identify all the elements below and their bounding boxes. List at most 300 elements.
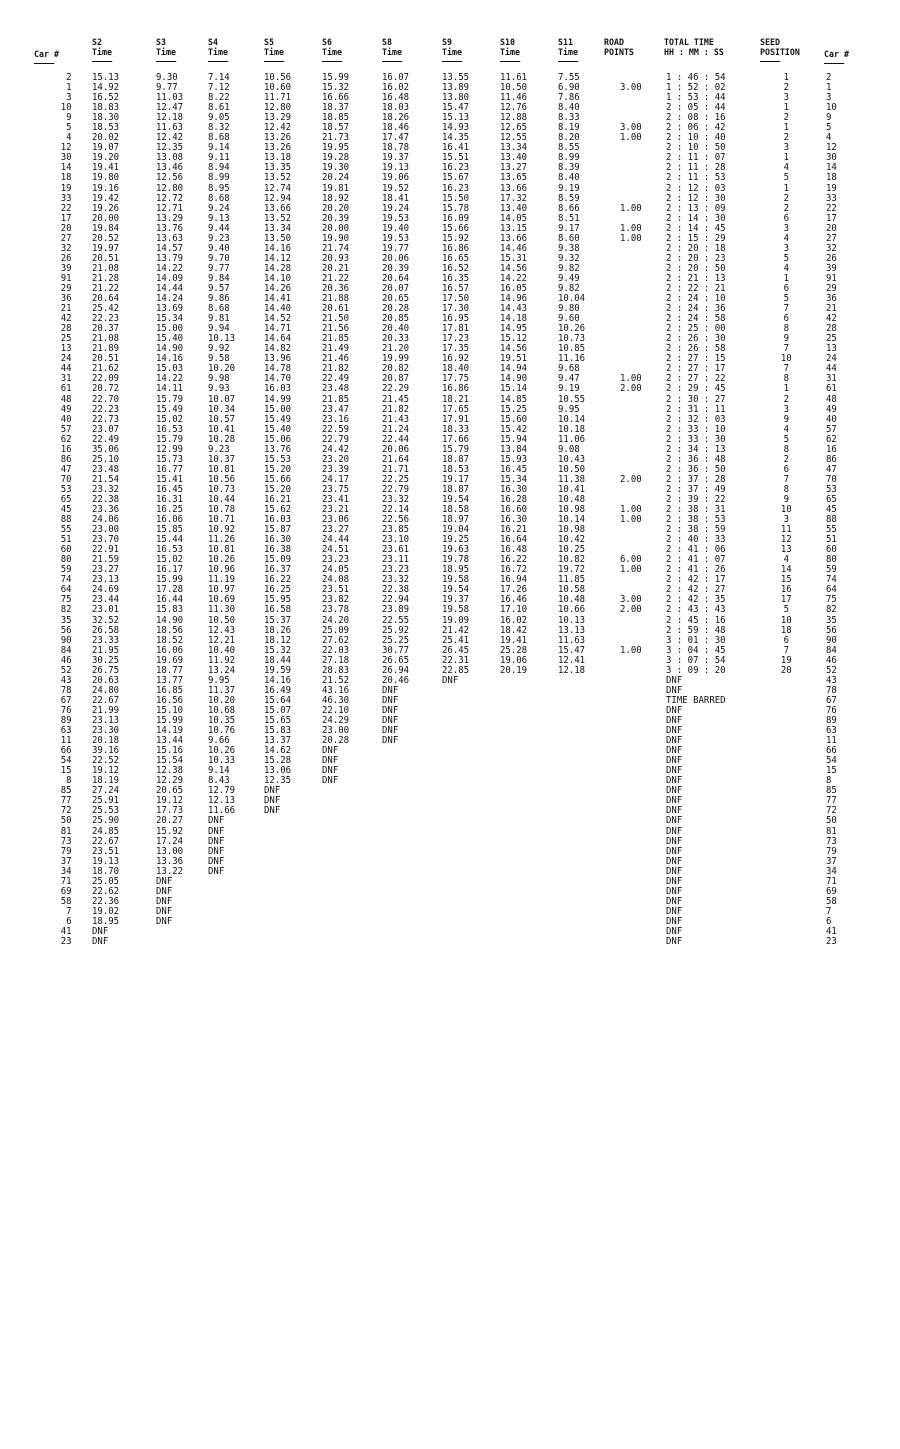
s5-time-cell: 13.50 bbox=[264, 232, 292, 244]
s9-time-cell: 13.89 bbox=[442, 82, 470, 94]
s2-time-cell: 26.58 bbox=[92, 624, 120, 636]
s11-time-cell: 8.55 bbox=[558, 142, 580, 154]
s5-time-cell: 12.42 bbox=[264, 122, 292, 134]
s11-time-cell: 10.82 bbox=[558, 554, 586, 566]
s9-time-cell: 19.17 bbox=[442, 473, 470, 485]
s11-time-cell: 7.55 bbox=[558, 72, 580, 83]
s11-time-cell: 9.32 bbox=[558, 252, 580, 264]
s10-time-cell: 12.76 bbox=[500, 102, 528, 114]
s6-time-cell: 21.74 bbox=[322, 242, 350, 254]
s10-time-cell: 14.85 bbox=[500, 393, 528, 405]
s5-time-cell: DNF bbox=[264, 795, 281, 807]
total-time-cell: 2 : 41 : 06 bbox=[666, 544, 726, 556]
road-points-cell: 1.00 bbox=[620, 514, 642, 526]
car-number-right-cell: 16 bbox=[826, 443, 837, 455]
total-time-cell: 1 : 46 : 54 bbox=[666, 72, 726, 83]
s11-time-cell: 11.16 bbox=[558, 353, 586, 365]
s5-time-cell: 14.10 bbox=[264, 272, 292, 284]
s8-time-cell: 21.64 bbox=[382, 453, 410, 465]
s9-time-cell: 16.23 bbox=[442, 182, 470, 194]
s3-time-cell: 16.85 bbox=[156, 684, 184, 696]
s11-time-cell: 6.90 bbox=[558, 82, 580, 94]
table-row bbox=[28, 907, 870, 917]
s5-time-cell: 14.16 bbox=[264, 674, 292, 686]
car-number-right-cell: 39 bbox=[826, 262, 837, 274]
s2-time-cell: DNF bbox=[92, 936, 109, 948]
s9-time-cell: 22.31 bbox=[442, 654, 470, 666]
car-number-cell: 29 bbox=[60, 282, 72, 294]
car-number-cell: 18 bbox=[60, 172, 72, 184]
s10-time-cell: 17.10 bbox=[500, 604, 528, 616]
header-car-number-right bbox=[824, 50, 849, 64]
s2-time-cell: 21.28 bbox=[92, 272, 120, 284]
total-time-cell: 2 : 13 : 09 bbox=[666, 202, 726, 214]
s11-time-cell: 8.40 bbox=[558, 172, 580, 184]
s8-time-cell: 23.85 bbox=[382, 524, 410, 536]
s6-time-cell: 24.17 bbox=[322, 473, 350, 485]
seed-position-cell: 8 bbox=[783, 443, 790, 455]
seed-position-cell: 10 bbox=[780, 614, 792, 626]
s3-time-cell: DNF bbox=[156, 915, 173, 927]
total-time-cell: 2 : 42 : 17 bbox=[666, 574, 726, 586]
s3-time-cell: 15.00 bbox=[156, 323, 184, 335]
s4-time-cell: 10.35 bbox=[208, 715, 236, 726]
car-number-cell: 54 bbox=[60, 755, 72, 767]
s10-time-cell: 10.50 bbox=[500, 82, 528, 94]
car-number-right-cell: 25 bbox=[826, 333, 837, 345]
seed-position-cell: 6 bbox=[783, 634, 790, 646]
total-time-cell: DNF bbox=[666, 845, 683, 857]
s4-time-cell: 10.28 bbox=[208, 433, 236, 445]
s10-time-cell: 13.34 bbox=[500, 142, 528, 154]
s2-time-cell: 26.75 bbox=[92, 664, 120, 676]
s4-time-cell: 9.93 bbox=[208, 383, 230, 395]
total-time-cell: 2 : 42 : 35 bbox=[666, 594, 726, 606]
total-time-cell: 2 : 24 : 36 bbox=[666, 303, 726, 315]
s6-time-cell: 23.48 bbox=[322, 383, 350, 395]
s6-time-cell: 24.05 bbox=[322, 564, 350, 576]
car-number-cell: 27 bbox=[60, 232, 72, 244]
total-time-cell: DNF bbox=[666, 704, 683, 716]
s4-time-cell: 10.97 bbox=[208, 584, 236, 596]
header-s8-time bbox=[382, 38, 402, 62]
road-points-cell: 2.00 bbox=[620, 383, 642, 395]
car-number-cell: 9 bbox=[66, 112, 72, 124]
s4-time-cell: 12.43 bbox=[208, 624, 236, 636]
s2-time-cell: 18.83 bbox=[92, 102, 120, 114]
header-underline bbox=[264, 61, 284, 62]
s3-time-cell: 20.65 bbox=[156, 785, 184, 797]
s4-time-cell: 9.24 bbox=[208, 202, 230, 214]
s4-time-cell: 10.40 bbox=[208, 644, 236, 656]
car-number-right-cell: 54 bbox=[826, 755, 837, 767]
s8-time-cell: 20.40 bbox=[382, 323, 410, 335]
s6-time-cell: 21.49 bbox=[322, 343, 350, 355]
s3-time-cell: 9.77 bbox=[156, 82, 178, 94]
s11-time-cell: 10.85 bbox=[558, 343, 586, 355]
seed-position-cell: 9 bbox=[783, 333, 790, 345]
table-row bbox=[28, 756, 870, 766]
s6-time-cell: 20.93 bbox=[322, 252, 350, 264]
s3-time-cell: 12.72 bbox=[156, 192, 184, 204]
s6-time-cell: DNF bbox=[322, 775, 339, 787]
s4-time-cell: 10.26 bbox=[208, 554, 236, 566]
total-time-cell: DNF bbox=[666, 805, 683, 817]
s2-time-cell: 20.64 bbox=[92, 293, 120, 305]
car-number-right-cell: 4 bbox=[826, 132, 832, 144]
total-time-cell: 2 : 37 : 49 bbox=[666, 483, 726, 495]
s9-time-cell: 18.87 bbox=[442, 483, 470, 495]
car-number-right-cell: 22 bbox=[826, 202, 837, 214]
car-number-right-cell: 17 bbox=[826, 212, 837, 224]
car-number-right-cell: 23 bbox=[826, 936, 837, 948]
car-number-right-cell: 71 bbox=[826, 875, 837, 887]
s10-time-cell: 15.14 bbox=[500, 383, 528, 395]
seed-position-cell: 4 bbox=[783, 162, 790, 174]
s6-time-cell: 21.52 bbox=[322, 674, 350, 686]
s10-time-cell: 14.05 bbox=[500, 212, 528, 224]
car-number-right-cell: 82 bbox=[826, 604, 837, 616]
s3-time-cell: 16.06 bbox=[156, 514, 184, 526]
car-number-right-cell: 28 bbox=[826, 323, 837, 335]
s8-time-cell: 16.07 bbox=[382, 72, 410, 83]
car-number-right-cell: 72 bbox=[826, 805, 837, 817]
s2-time-cell: 20.72 bbox=[92, 383, 120, 395]
car-number-right-cell: 34 bbox=[826, 865, 837, 877]
s4-time-cell: 10.78 bbox=[208, 504, 236, 516]
s5-time-cell: 15.87 bbox=[264, 524, 292, 536]
header-seed-position bbox=[760, 38, 800, 62]
total-time-cell: 2 : 26 : 58 bbox=[666, 343, 726, 355]
table-row bbox=[28, 927, 870, 937]
car-number-right-cell: 81 bbox=[826, 825, 837, 837]
s10-time-cell: 16.46 bbox=[500, 594, 528, 606]
total-time-cell: 3 : 01 : 30 bbox=[666, 634, 726, 646]
seed-position-cell: 1 bbox=[783, 383, 790, 395]
total-time-cell: 3 : 07 : 54 bbox=[666, 654, 726, 666]
s5-time-cell: 14.41 bbox=[264, 293, 292, 305]
s10-time-cell: 14.56 bbox=[500, 262, 528, 274]
s4-time-cell: 8.94 bbox=[208, 162, 230, 174]
car-number-right-cell: 56 bbox=[826, 624, 837, 636]
s8-time-cell: 22.56 bbox=[382, 514, 410, 526]
seed-position-cell: 5 bbox=[783, 252, 790, 264]
total-time-cell: 2 : 32 : 03 bbox=[666, 413, 726, 425]
s8-time-cell: 22.44 bbox=[382, 433, 410, 445]
s2-time-cell: 22.67 bbox=[92, 694, 120, 706]
car-number-cell: 48 bbox=[60, 393, 72, 405]
s8-time-cell: 18.78 bbox=[382, 142, 410, 154]
s6-time-cell: 46.30 bbox=[322, 694, 350, 706]
car-number-right-cell: 41 bbox=[826, 925, 837, 937]
s5-time-cell: 14.12 bbox=[264, 252, 292, 264]
s11-time-cell: 10.98 bbox=[558, 524, 586, 536]
s11-time-cell: 9.80 bbox=[558, 303, 580, 315]
s2-time-cell: 20.52 bbox=[92, 232, 120, 244]
s2-time-cell: 21.99 bbox=[92, 704, 120, 716]
car-number-right-cell: 12 bbox=[826, 142, 837, 154]
header-road-label: ROAD bbox=[604, 38, 624, 48]
s2-time-cell: 21.95 bbox=[92, 644, 120, 656]
s4-time-cell: 10.56 bbox=[208, 473, 236, 485]
car-number-right-cell: 58 bbox=[826, 895, 837, 907]
s5-time-cell: 12.74 bbox=[264, 182, 292, 194]
s6-time-cell: 23.06 bbox=[322, 514, 350, 526]
car-number-cell: 14 bbox=[60, 162, 72, 174]
car-number-right-cell: 36 bbox=[826, 293, 837, 305]
s11-time-cell: 7.86 bbox=[558, 92, 580, 104]
car-number-cell: 1 bbox=[66, 82, 72, 94]
seed-position-cell: 1 bbox=[783, 152, 790, 164]
header-s9-time-label: Time bbox=[442, 48, 462, 58]
s2-time-cell: 21.89 bbox=[92, 343, 120, 355]
s3-time-cell: 18.56 bbox=[156, 624, 184, 636]
s5-time-cell: 13.26 bbox=[264, 142, 292, 154]
seed-position-cell: 13 bbox=[780, 544, 792, 556]
s10-time-cell: 16.94 bbox=[500, 574, 528, 586]
s8-time-cell: 23.11 bbox=[382, 554, 410, 566]
s3-time-cell: 16.31 bbox=[156, 493, 184, 505]
s2-time-cell: 27.24 bbox=[92, 785, 120, 797]
s9-time-cell: 19.09 bbox=[442, 614, 470, 626]
table-row bbox=[28, 937, 870, 947]
total-time-cell: 2 : 06 : 42 bbox=[666, 122, 726, 134]
car-number-cell: 76 bbox=[60, 704, 72, 716]
s10-time-cell: 14.96 bbox=[500, 293, 528, 305]
s2-time-cell: 23.13 bbox=[92, 574, 120, 586]
s3-time-cell: 15.02 bbox=[156, 413, 184, 425]
s9-time-cell: 16.86 bbox=[442, 383, 470, 395]
seed-position-cell: 2 bbox=[783, 393, 790, 405]
car-number-cell: 41 bbox=[60, 925, 72, 937]
s6-time-cell: 23.00 bbox=[322, 725, 350, 737]
s2-time-cell: 22.70 bbox=[92, 393, 120, 405]
header-s9-time bbox=[442, 38, 462, 62]
s8-time-cell: 23.32 bbox=[382, 574, 410, 586]
s9-time-cell: 17.66 bbox=[442, 433, 470, 445]
s3-time-cell: 12.35 bbox=[156, 142, 184, 154]
s8-time-cell: 19.40 bbox=[382, 222, 410, 234]
s10-time-cell: 13.27 bbox=[500, 162, 528, 174]
s5-time-cell: 10.56 bbox=[264, 72, 292, 83]
s3-time-cell: DNF bbox=[156, 895, 173, 907]
s5-time-cell: 15.37 bbox=[264, 614, 292, 626]
s4-time-cell: 11.19 bbox=[208, 574, 236, 586]
s5-time-cell: 16.21 bbox=[264, 493, 292, 505]
s5-time-cell: 15.62 bbox=[264, 504, 292, 516]
car-number-right-cell: 9 bbox=[826, 112, 832, 124]
s3-time-cell: 16.06 bbox=[156, 644, 184, 656]
s9-time-cell: 26.45 bbox=[442, 644, 470, 656]
s11-time-cell: 10.43 bbox=[558, 453, 586, 465]
s3-time-cell: 15.54 bbox=[156, 755, 184, 767]
s8-time-cell: 20.65 bbox=[382, 293, 410, 305]
car-number-cell: 60 bbox=[60, 544, 72, 556]
seed-position-cell: 2 bbox=[783, 192, 790, 204]
car-number-right-cell: 42 bbox=[826, 313, 837, 325]
seed-position-cell: 7 bbox=[783, 644, 790, 656]
s3-time-cell: 13.00 bbox=[156, 845, 184, 857]
s3-time-cell: 12.47 bbox=[156, 102, 184, 114]
s5-time-cell: 16.37 bbox=[264, 564, 292, 576]
s11-time-cell: 9.19 bbox=[558, 182, 580, 194]
s9-time-cell: 19.54 bbox=[442, 584, 470, 596]
s9-time-cell: 17.65 bbox=[442, 403, 470, 415]
total-time-cell: 2 : 05 : 44 bbox=[666, 102, 726, 114]
s4-time-cell: 11.30 bbox=[208, 604, 236, 616]
s5-time-cell: 13.96 bbox=[264, 353, 292, 365]
total-time-cell: DNF bbox=[666, 855, 683, 867]
car-number-right-cell: 89 bbox=[826, 715, 837, 726]
s5-time-cell: 16.25 bbox=[264, 584, 292, 596]
s10-time-cell: 16.72 bbox=[500, 564, 528, 576]
header-underline bbox=[92, 61, 112, 62]
s6-time-cell: 23.16 bbox=[322, 413, 350, 425]
car-number-cell: 20 bbox=[60, 222, 72, 234]
car-number-right-cell: 21 bbox=[826, 303, 837, 315]
s2-time-cell: 19.80 bbox=[92, 172, 120, 184]
s6-time-cell: 24.20 bbox=[322, 614, 350, 626]
s2-time-cell: 18.95 bbox=[92, 915, 120, 927]
car-number-cell: 53 bbox=[60, 483, 72, 495]
s3-time-cell: 15.02 bbox=[156, 554, 184, 566]
total-time-cell: 2 : 38 : 53 bbox=[666, 514, 726, 526]
total-time-cell: 2 : 41 : 26 bbox=[666, 564, 726, 576]
header-s10-time-label: Time bbox=[500, 48, 520, 58]
s5-time-cell: 14.82 bbox=[264, 343, 292, 355]
total-time-cell: 1 : 52 : 02 bbox=[666, 82, 726, 94]
s9-time-cell: 17.81 bbox=[442, 323, 470, 335]
s10-time-cell: 14.22 bbox=[500, 272, 528, 284]
seed-position-cell: 3 bbox=[783, 514, 790, 526]
s6-time-cell: 23.75 bbox=[322, 483, 350, 495]
s2-time-cell: 19.13 bbox=[92, 855, 120, 867]
s5-time-cell: 15.09 bbox=[264, 554, 292, 566]
s3-time-cell: 15.03 bbox=[156, 363, 184, 375]
total-time-cell: 2 : 38 : 31 bbox=[666, 504, 726, 516]
s4-time-cell: 8.95 bbox=[208, 182, 230, 194]
s11-time-cell: 8.99 bbox=[558, 152, 580, 164]
car-number-cell: 77 bbox=[60, 795, 72, 807]
s6-time-cell: 27.62 bbox=[322, 634, 350, 646]
car-number-right-cell: 74 bbox=[826, 574, 837, 586]
s6-time-cell: 21.88 bbox=[322, 293, 350, 305]
s9-time-cell: 25.41 bbox=[442, 634, 470, 646]
s10-time-cell: 19.51 bbox=[500, 353, 528, 365]
total-time-cell: DNF bbox=[666, 674, 683, 686]
s8-time-cell: 22.55 bbox=[382, 614, 410, 626]
s8-time-cell: 20.82 bbox=[382, 363, 410, 375]
s6-time-cell: 15.32 bbox=[322, 82, 350, 94]
s8-time-cell: 16.48 bbox=[382, 92, 410, 104]
s6-time-cell: 23.41 bbox=[322, 493, 350, 505]
s5-time-cell: 10.60 bbox=[264, 82, 292, 94]
s10-time-cell: 14.46 bbox=[500, 242, 528, 254]
s4-time-cell: 8.68 bbox=[208, 132, 230, 144]
s5-time-cell: 15.06 bbox=[264, 433, 292, 445]
car-number-right-cell: 11 bbox=[826, 735, 837, 747]
s11-time-cell: 19.72 bbox=[558, 564, 586, 576]
car-number-right-cell: 2 bbox=[826, 72, 832, 83]
seed-position-cell: 16 bbox=[780, 584, 792, 596]
s4-time-cell: 9.86 bbox=[208, 293, 230, 305]
seed-position-cell: 9 bbox=[783, 413, 790, 425]
s10-time-cell: 13.66 bbox=[500, 182, 528, 194]
s10-time-cell: 16.22 bbox=[500, 554, 528, 566]
s8-time-cell: 19.24 bbox=[382, 202, 410, 214]
header-underline bbox=[824, 63, 844, 64]
total-time-cell: 2 : 20 : 50 bbox=[666, 262, 726, 274]
s3-time-cell: 13.08 bbox=[156, 152, 184, 164]
s8-time-cell: 18.03 bbox=[382, 102, 410, 114]
car-number-cell: 40 bbox=[60, 413, 72, 425]
seed-position-cell: 8 bbox=[783, 323, 790, 335]
header-s3-time bbox=[156, 38, 176, 62]
header-s2-label: S2 bbox=[92, 38, 102, 48]
s4-time-cell: DNF bbox=[208, 855, 225, 867]
s6-time-cell: 21.22 bbox=[322, 272, 350, 284]
header-underline bbox=[760, 61, 780, 62]
s6-time-cell: DNF bbox=[322, 765, 339, 777]
total-time-cell: DNF bbox=[666, 885, 683, 897]
s6-time-cell: 20.28 bbox=[322, 735, 350, 747]
s6-time-cell: 21.56 bbox=[322, 323, 350, 335]
s10-time-cell: 15.12 bbox=[500, 333, 528, 345]
header-underline bbox=[156, 61, 176, 62]
s4-time-cell: 9.66 bbox=[208, 735, 230, 747]
car-number-cell: 35 bbox=[60, 614, 72, 626]
car-number-cell: 45 bbox=[60, 504, 72, 516]
s2-time-cell: 25.91 bbox=[92, 795, 120, 807]
s9-time-cell: 15.79 bbox=[442, 443, 470, 455]
s3-time-cell: 12.80 bbox=[156, 182, 184, 194]
s2-time-cell: 25.42 bbox=[92, 303, 120, 315]
s3-time-cell: 16.25 bbox=[156, 504, 184, 516]
seed-position-cell: 5 bbox=[783, 433, 790, 445]
total-time-cell: 2 : 10 : 40 bbox=[666, 132, 726, 144]
s8-time-cell: 20.85 bbox=[382, 313, 410, 325]
s4-time-cell: 9.58 bbox=[208, 353, 230, 365]
s4-time-cell: 10.81 bbox=[208, 463, 236, 475]
header-points-label: POINTS bbox=[604, 48, 634, 58]
s6-time-cell: 43.16 bbox=[322, 684, 350, 696]
s6-time-cell: 24.08 bbox=[322, 574, 350, 586]
s3-time-cell: 14.44 bbox=[156, 282, 184, 294]
s6-time-cell: 19.81 bbox=[322, 182, 350, 194]
s9-time-cell: 16.65 bbox=[442, 252, 470, 264]
s8-time-cell: 20.39 bbox=[382, 262, 410, 274]
total-time-cell: DNF bbox=[666, 755, 683, 767]
s4-time-cell: DNF bbox=[208, 825, 225, 837]
table-row bbox=[28, 686, 870, 696]
car-number-cell: 34 bbox=[60, 865, 72, 877]
total-time-cell: DNF bbox=[666, 735, 683, 747]
seed-position-cell: 4 bbox=[783, 554, 790, 566]
s8-time-cell: 19.99 bbox=[382, 353, 410, 365]
car-number-right-cell: 29 bbox=[826, 282, 837, 294]
header-underline bbox=[382, 61, 402, 62]
seed-position-cell: 10 bbox=[780, 353, 792, 365]
s9-time-cell: 17.50 bbox=[442, 293, 470, 305]
s5-time-cell: 15.07 bbox=[264, 704, 292, 716]
s9-time-cell: 15.92 bbox=[442, 232, 470, 244]
s5-time-cell: 12.80 bbox=[264, 102, 292, 114]
header-s4-time bbox=[208, 38, 228, 62]
s10-time-cell: 16.45 bbox=[500, 463, 528, 475]
car-number-cell: 85 bbox=[60, 785, 72, 797]
s2-time-cell: 25.53 bbox=[92, 805, 120, 817]
s4-time-cell: DNF bbox=[208, 815, 225, 827]
